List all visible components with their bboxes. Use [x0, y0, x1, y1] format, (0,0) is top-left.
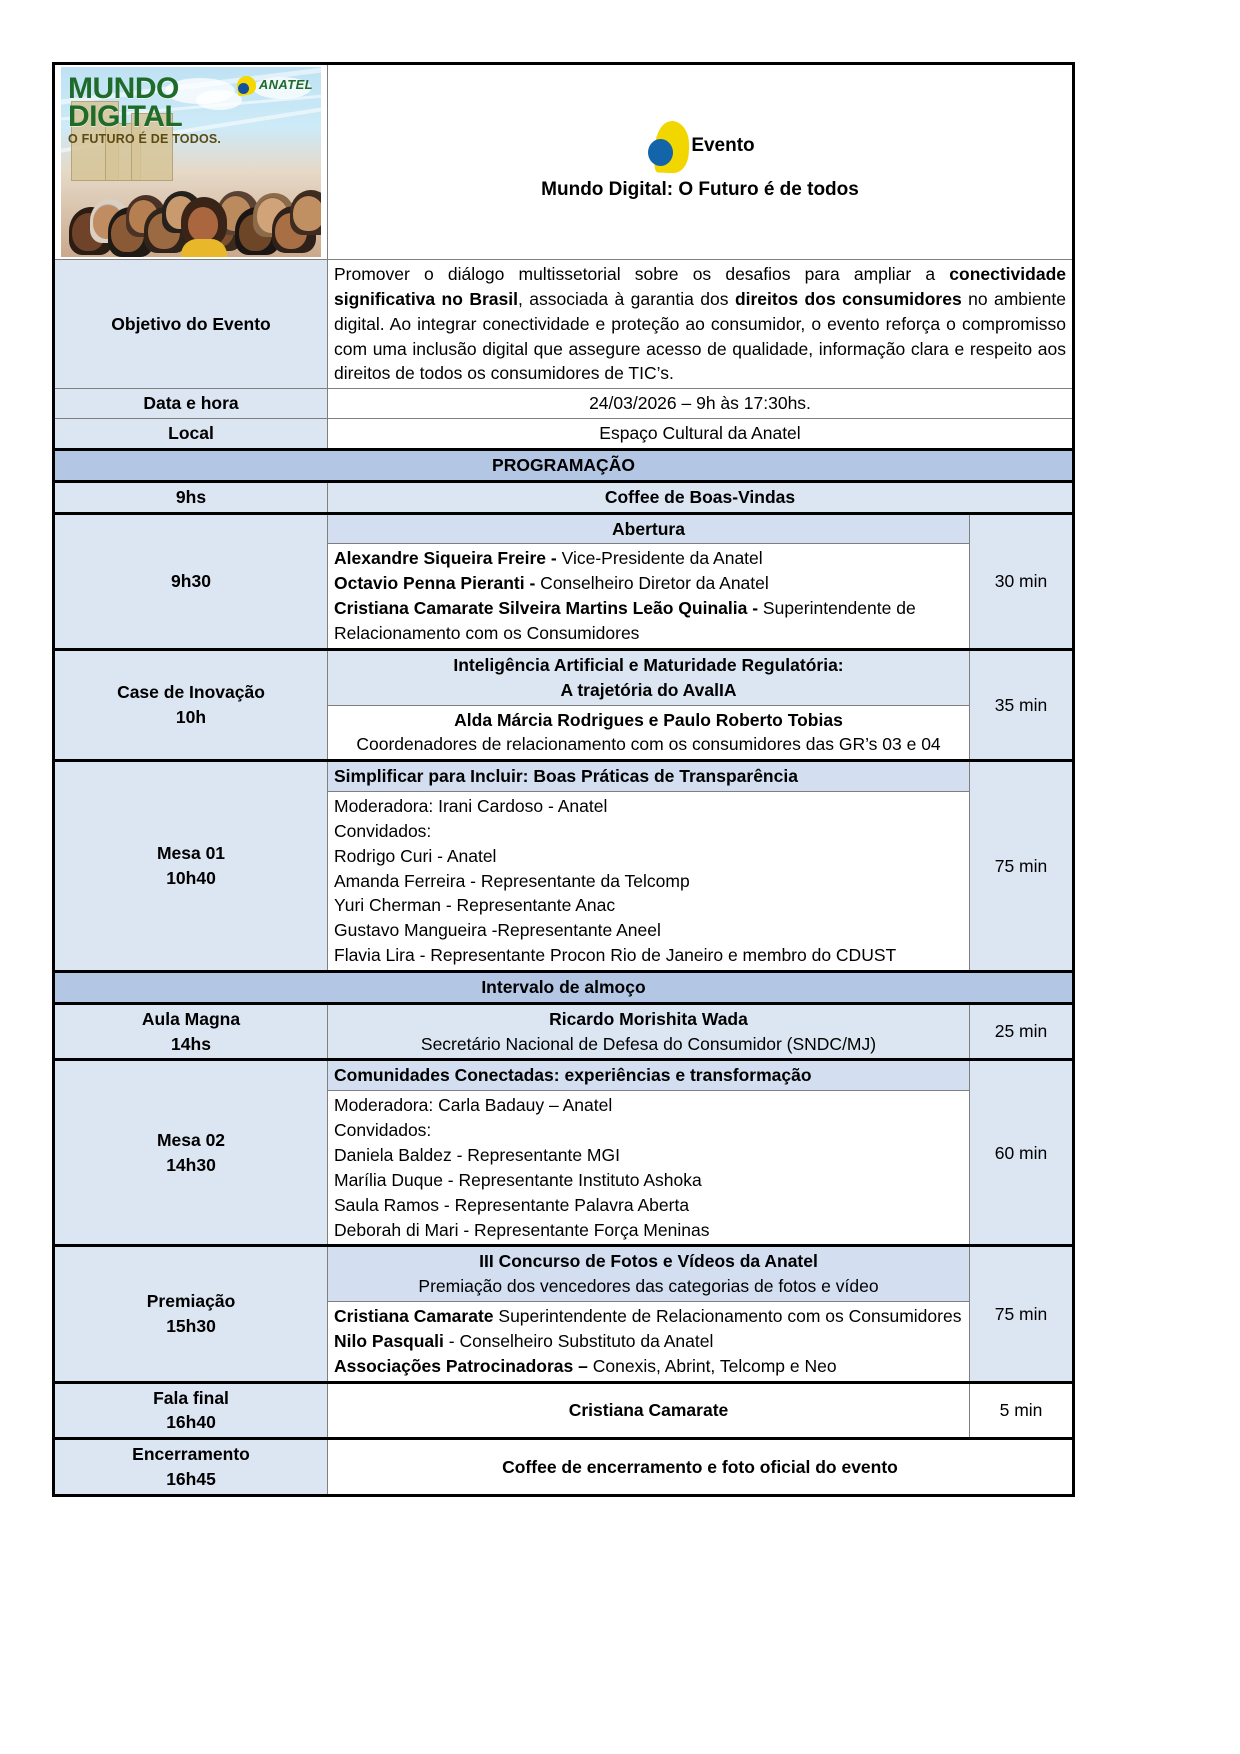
list-item: Amanda Ferreira - Representante da Telcomp	[334, 870, 690, 891]
location-value: Espaço Cultural da Anatel	[328, 419, 1074, 450]
mesa02-title: Comunidades Conectadas: experiências e transformação	[328, 1060, 970, 1091]
list-item	[334, 1354, 963, 1379]
encerramento-time-line2: 16h45	[166, 1469, 216, 1490]
list-item: Convidados:	[334, 820, 432, 841]
entry-name: Associações Patrocinadoras –	[334, 1355, 588, 1376]
aula-magna-speaker-name: Ricardo Morishita Wada	[549, 1008, 748, 1029]
table-row-datetime	[54, 389, 1074, 419]
objective-value	[328, 260, 1074, 389]
event-schedule-table	[52, 62, 1075, 1497]
anatel-logo-icon	[237, 76, 256, 95]
abertura-time: 9h30	[54, 513, 328, 649]
speaker-entry	[334, 546, 963, 571]
table-row-aula-magna	[54, 1003, 1074, 1060]
list-item: Rodrigo Curi - Anatel	[334, 845, 497, 866]
entry-name: Cristiana Camarate	[334, 1306, 494, 1327]
speaker-name: Cristiana Camarate Silveira Martins Leão Quinalia -	[334, 598, 759, 619]
case-inovacao-title-line2: A trajetória do AvalIA	[560, 679, 737, 700]
table-row-section-title	[54, 449, 1074, 481]
encerramento-time-line1: Encerramento	[132, 1444, 250, 1465]
entry-name: Nilo Pasquali	[334, 1330, 444, 1351]
premiacao-duration: 75 min	[970, 1246, 1074, 1382]
premiacao-title-line1: III Concurso de Fotos e Vídeos da Anatel	[479, 1251, 818, 1272]
event-header-cell	[328, 64, 1074, 260]
datetime-value: 24/03/2026 – 9h às 17:30hs.	[328, 389, 1074, 419]
premiacao-time-line2: 15h30	[166, 1315, 216, 1336]
premiacao-title	[328, 1246, 970, 1302]
abertura-speakers	[328, 544, 970, 649]
case-inovacao-time-line2: 10h	[175, 707, 207, 727]
person-head	[293, 196, 321, 231]
event-label-row	[334, 121, 1066, 173]
hero-face	[188, 207, 218, 241]
lunch-band-title: Intervalo de almoço	[54, 971, 1074, 1003]
entry-role: - Conselheiro Substituto da Anatel	[443, 1330, 714, 1351]
speaker-role: Superintendente de Relacionamento com os Consumidores	[334, 598, 916, 643]
list-item: Marília Duque - Representante Instituto Ashoka	[334, 1169, 702, 1190]
anatel-logo-icon	[645, 121, 689, 173]
case-inovacao-title	[328, 649, 970, 705]
mesa02-duration: 60 min	[970, 1060, 1074, 1246]
table-row-lunch-band	[54, 971, 1074, 1003]
aula-magna-speaker-role: Secretário Nacional de Defesa do Consumidor (SNDC/MJ)	[420, 1033, 877, 1054]
premiacao-title-line2: Premiação dos vencedores das categorias de fotos e vídeo	[418, 1276, 879, 1297]
mesa02-speakers	[328, 1091, 970, 1246]
datetime-label: Data e hora	[54, 389, 328, 419]
fala-final-time-line2: 16h40	[166, 1412, 216, 1433]
encerramento-time	[54, 1439, 328, 1496]
case-inovacao-time-line1: Case de Inovação	[117, 682, 265, 703]
table-row-coffee	[54, 481, 1074, 513]
entry-role: Conexis, Abrint, Telcomp e Neo	[587, 1355, 837, 1376]
list-item	[334, 1329, 963, 1354]
objective-paragraph: Promover o diálogo multissetorial sobre os desafios para ampliar a conectividade significativa no Brasil, associada à garantia dos direitos dos consumidores no ambiente digital. Ao integrar conectividade e proteção ao consumidor, o evento reforça o compromisso com uma inclusão digital que assegure acesso de qualidade, informação clara e respeito aos direitos de todos os consumidores de TIC’s.	[334, 264, 1066, 384]
list-item: Deborah di Mari - Representante Força Meninas	[334, 1219, 710, 1240]
table-row-case-inovacao	[54, 649, 1074, 705]
mesa01-speakers	[328, 792, 970, 972]
list-item: Moderadora: Carla Badauy – Anatel	[334, 1095, 613, 1116]
mesa02-time-line2: 14h30	[166, 1154, 216, 1175]
table-row-fala-final	[54, 1382, 1074, 1439]
table-row-objective	[54, 260, 1074, 389]
premiacao-time-line1: Premiação	[146, 1291, 236, 1312]
banner-tagline: O FUTURO É DE TODOS.	[68, 131, 222, 146]
aula-magna-time-line2: 14hs	[171, 1033, 211, 1054]
aula-magna-time	[54, 1003, 328, 1060]
list-item: Saula Ramos - Representante Palavra Aberta	[334, 1194, 690, 1215]
table-row-abertura	[54, 513, 1074, 544]
event-label: Evento	[691, 135, 755, 157]
coffee-title: Coffee de Boas-Vindas	[328, 481, 1074, 513]
speaker-entry	[334, 596, 963, 646]
mesa01-duration: 75 min	[970, 761, 1074, 972]
speaker-name: Octavio Penna Pieranti -	[334, 573, 536, 594]
entry-role: Superintendente de Relacionamento com os Consumidores	[493, 1306, 962, 1327]
list-item: Yuri Cherman - Representante Anac	[334, 895, 616, 916]
mesa01-time	[54, 761, 328, 972]
section-title-programacao: PROGRAMAÇÃO	[54, 449, 1074, 481]
fala-final-duration: 5 min	[970, 1382, 1074, 1439]
fala-final-time	[54, 1382, 328, 1439]
encerramento-title: Coffee de encerramento e foto oficial do evento	[328, 1439, 1074, 1496]
objective-label: Objetivo do Evento	[54, 260, 328, 389]
banner-title-line2: DIGITAL	[68, 99, 183, 133]
list-item: Moderadora: Irani Cardoso - Anatel	[334, 796, 608, 817]
case-inovacao-speaker-names: Alda Márcia Rodrigues e Paulo Roberto Tobias	[454, 709, 843, 730]
mesa01-title: Simplificar para Incluir: Boas Práticas de Transparência	[328, 761, 970, 792]
case-inovacao-duration: 35 min	[970, 649, 1074, 760]
abertura-duration: 30 min	[970, 513, 1074, 649]
abertura-title: Abertura	[328, 513, 970, 544]
logo-circle-shape	[648, 139, 673, 166]
event-title: Mundo Digital: O Futuro é de todos	[541, 178, 859, 200]
table-row-header	[54, 64, 1074, 260]
table-row-mesa02	[54, 1060, 1074, 1091]
mesa01-time-line1: Mesa 01	[156, 843, 226, 864]
case-inovacao-speaker-roles: Coordenadores de relacionamento com os consumidores das GR’s 03 e 04	[356, 734, 941, 755]
hero-character	[175, 197, 233, 247]
table-row-premiacao	[54, 1246, 1074, 1302]
table-row-location	[54, 419, 1074, 450]
fala-final-title: Cristiana Camarate	[328, 1382, 970, 1439]
aula-magna-duration: 25 min	[970, 1003, 1074, 1060]
aula-magna-content	[328, 1003, 970, 1060]
anatel-logo-text: ANATEL	[258, 77, 313, 93]
coffee-time: 9hs	[54, 481, 328, 513]
list-item: Gustavo Mangueira -Representante Aneel	[334, 920, 661, 941]
anatel-logo-banner	[237, 76, 313, 95]
list-item: Daniela Baldez - Representante MGI	[334, 1145, 620, 1165]
speaker-name: Alexandre Siqueira Freire -	[334, 548, 557, 569]
mesa02-time	[54, 1060, 328, 1246]
banner-artwork	[61, 67, 321, 257]
event-banner-image	[54, 64, 328, 260]
logo-circle-shape	[238, 83, 249, 94]
speaker-entry	[334, 571, 963, 596]
premiacao-entries	[328, 1302, 970, 1383]
fala-final-time-line1: Fala final	[153, 1387, 229, 1408]
case-inovacao-speakers	[328, 705, 970, 761]
speaker-role: Vice-Presidente da Anatel	[556, 548, 763, 569]
speaker-role: Conselheiro Diretor da Anatel	[535, 573, 769, 594]
premiacao-time	[54, 1246, 328, 1382]
table-row-encerramento	[54, 1439, 1074, 1496]
list-item	[334, 1304, 963, 1329]
list-item: Flavia Lira - Representante Procon Rio de Janeiro e membro do CDUST	[334, 945, 897, 966]
mesa02-time-line1: Mesa 02	[156, 1130, 226, 1151]
banner-title	[68, 72, 222, 146]
table-row-mesa01	[54, 761, 1074, 792]
location-label: Local	[54, 419, 328, 450]
list-item: Convidados:	[334, 1120, 432, 1141]
case-inovacao-time	[54, 649, 328, 760]
case-inovacao-title-line1: Inteligência Artificial e Maturidade Regulatória:	[453, 654, 844, 675]
banner-title-line1: MUNDO	[68, 72, 179, 105]
aula-magna-time-line1: Aula Magna	[141, 1008, 241, 1029]
mesa01-time-line2: 10h40	[166, 868, 216, 889]
hero-body	[181, 239, 227, 257]
